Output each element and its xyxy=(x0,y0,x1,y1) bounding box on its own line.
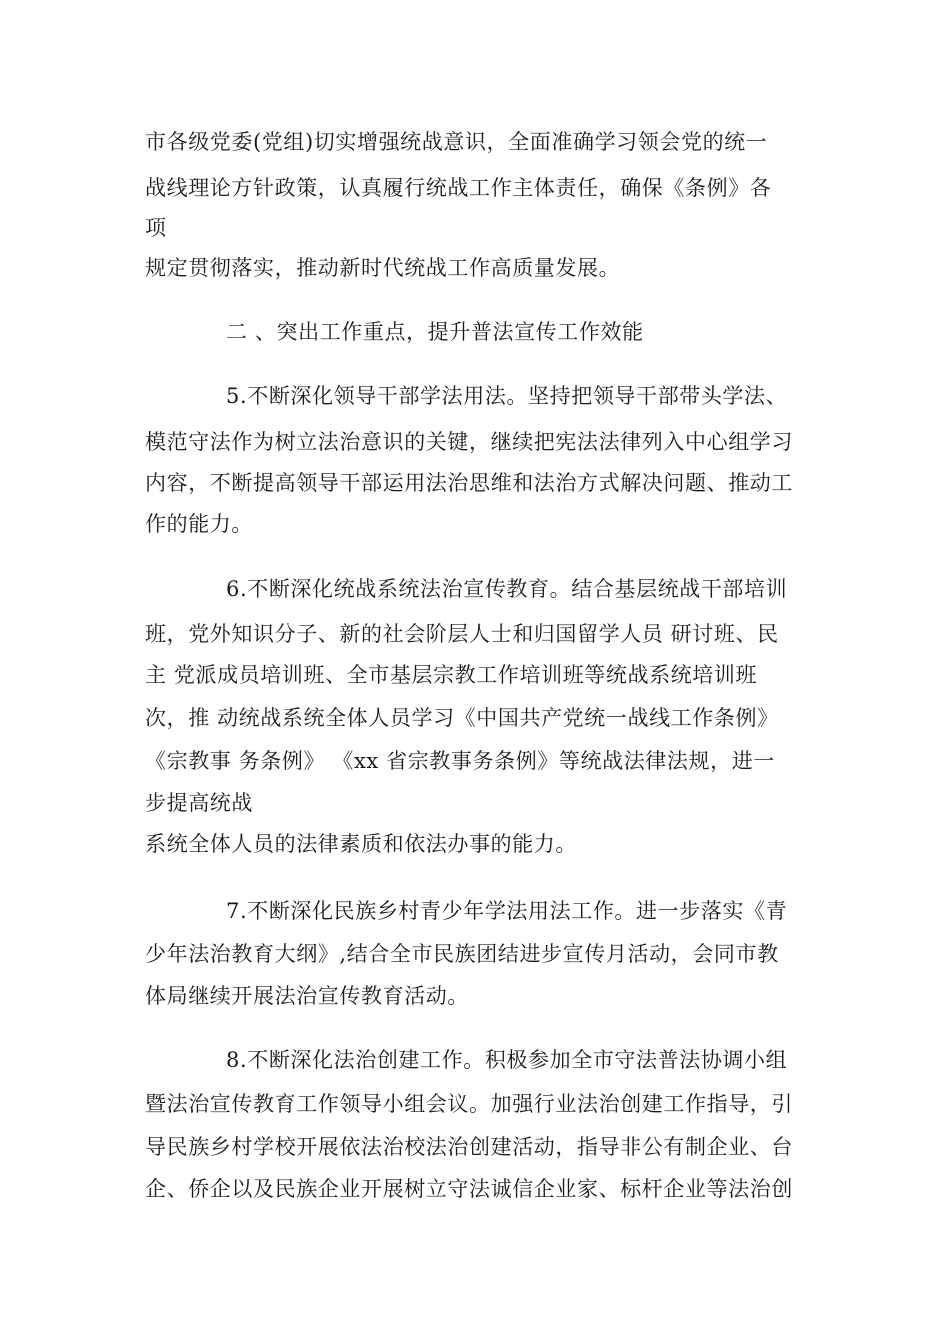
text-line: 《宗教事 务条例》 《xx 省宗教事务条例》等统战法律法规，进一 xyxy=(145,749,775,773)
text-line: 导民族乡村学校开展依法治校法治创建活动，指导非公有制企业、台 xyxy=(145,1135,793,1159)
text-line: 模范守法作为树立法治意识的关键，继续把宪法法律列入中心组学习 xyxy=(145,430,793,454)
text-line: 少年法治教育大纲》,结合全市民族团结进步宣传月活动，会同市教 xyxy=(145,942,779,966)
text-line: 规定贯彻落实，推动新时代统战工作高质量发展。 xyxy=(145,256,621,280)
section-heading: 二 、突出工作重点，提升普法宣传工作效能 xyxy=(226,320,644,344)
text-line: 作的能力。 xyxy=(145,512,253,536)
text-line: 体局继续开展法治宣传教育活动。 xyxy=(145,984,469,1008)
paragraph-heading-line: 5.不断深化领导干部学法用法。坚持把领导干部带头学法、 xyxy=(226,384,788,408)
paragraph-heading-line: 6.不断深化统战系统法治宣传教育。结合基层统战干部培训 xyxy=(226,577,788,601)
text-line: 项 xyxy=(145,216,167,240)
text-line: 暨法治宣传教育工作领导小组会议。加强行业法治创建工作指导，引 xyxy=(145,1092,793,1116)
text-line: 系统全体人员的法律素质和依法办事的能力。 xyxy=(145,832,577,856)
text-line: 市各级党委(党组)切实增强统战意识，全面准确学习领会党的统一 xyxy=(145,130,768,154)
text-line: 内容，不断提高领导干部运用法治思维和法治方式解决问题、推动工 xyxy=(145,471,793,495)
paragraph-heading-line: 7.不断深化民族乡村青少年学法用法工作。进一步落实《青 xyxy=(226,899,788,923)
text-line: 战线理论方针政策，认真履行统战工作主体责任，确保《条例》各 xyxy=(145,176,772,200)
text-line: 次，推 动统战系统全体人员学习《中国共产党统一战线工作条例》 xyxy=(145,706,779,730)
text-line: 企、侨企以及民族企业开展树立守法诚信企业家、标杆企业等法治创 xyxy=(145,1177,793,1201)
paragraph-heading-line: 8.不断深化法治创建工作。积极参加全市守法普法协调小组 xyxy=(226,1048,788,1072)
text-line: 班，党外知识分子、新的社会阶层人士和归国留学人员 研讨班、民 xyxy=(145,622,779,646)
text-line: 步提高统战 xyxy=(145,791,253,815)
text-line: 主 党派成员培训班、全市基层宗教工作培训班等统战系统培训班 xyxy=(145,663,758,687)
